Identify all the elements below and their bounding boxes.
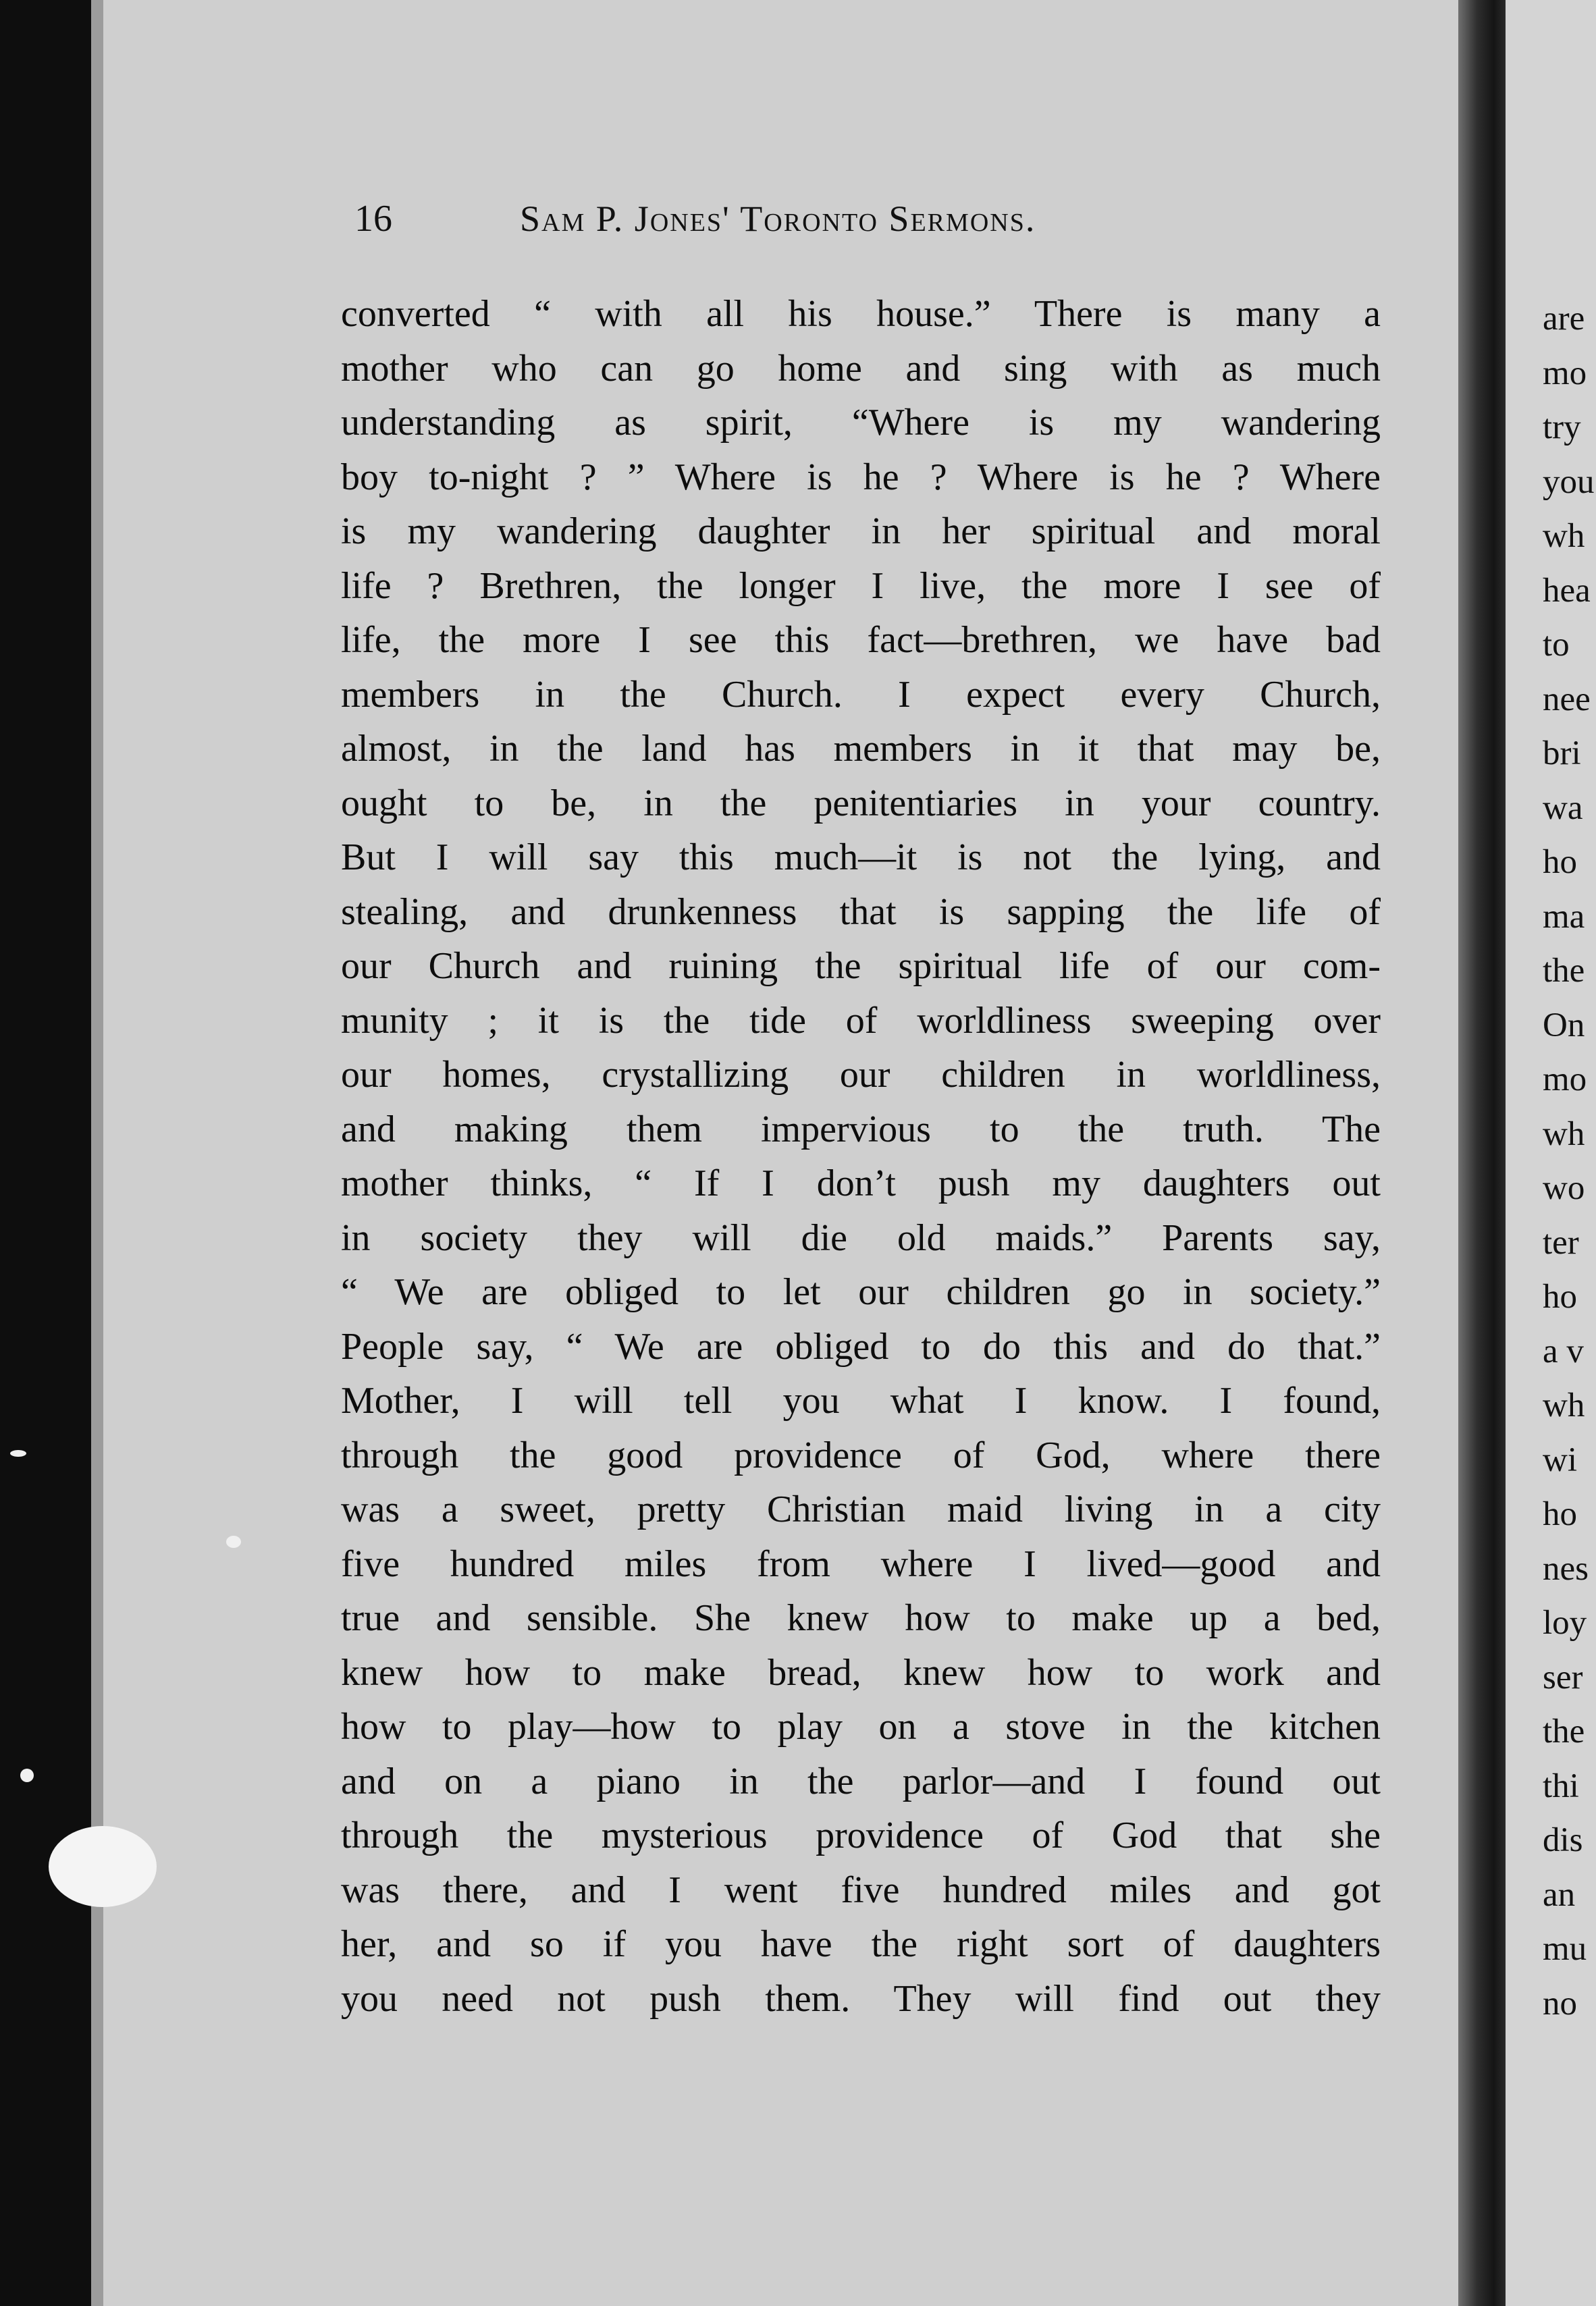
text-line: converted “ with all his house.” There is many a <box>341 293 1381 335</box>
facing-page-fragment: hea <box>1543 571 1591 610</box>
facing-page-fragment: wi <box>1543 1441 1577 1479</box>
text-line: mother who can go home and sing with as much <box>341 347 1381 390</box>
facing-page-fragment: the <box>1543 952 1585 990</box>
print-speck <box>226 1536 241 1548</box>
text-line: and on a piano in the parlor—and I found out <box>341 1760 1381 1802</box>
text-line: was there, and I went five hundred miles and got <box>341 1869 1381 1911</box>
facing-page-fragment: you <box>1543 462 1595 501</box>
text-line: true and sensible. She knew how to make up a bed, <box>341 1597 1381 1639</box>
print-speck <box>20 1769 34 1782</box>
facing-page-fragment: nee <box>1543 680 1591 718</box>
text-line: understanding as spirit, “Where is my wandering <box>341 402 1381 444</box>
text-line: life, the more I see this fact—brethren, we have bad <box>341 619 1381 661</box>
text-line: boy to-night ? ” Where is he ? Where is he ? Where <box>341 456 1381 498</box>
text-line: members in the Church. I expect every Church, <box>341 673 1381 716</box>
facing-page-fragment: wh <box>1543 517 1585 555</box>
facing-page-fragment: mo <box>1543 354 1587 392</box>
print-speck <box>10 1450 26 1457</box>
text-line: People say, “ We are obliged to do this and do that.” <box>341 1325 1381 1368</box>
text-line: five hundred miles from where I lived—good and <box>341 1543 1381 1585</box>
facing-page-fragment: wh <box>1543 1115 1585 1153</box>
body-text <box>341 287 1381 2026</box>
facing-page-fragment: an <box>1543 1875 1576 1914</box>
facing-page-fragment: are <box>1543 300 1585 338</box>
text-line: through the good providence of God, where there <box>341 1434 1381 1476</box>
text-line: how to play—how to play on a stove in the kitchen <box>341 1706 1381 1748</box>
facing-page-fragment: ter <box>1543 1223 1579 1262</box>
facing-page-fragment: ho <box>1543 1495 1577 1533</box>
text-line: knew how to make bread, knew how to work and <box>341 1651 1381 1694</box>
running-head <box>354 194 1391 243</box>
text-line: almost, in the land has members in it that may be, <box>341 728 1381 770</box>
facing-page-fragment: try <box>1543 408 1581 446</box>
text-line: was a sweet, pretty Christian maid living in a city <box>341 1489 1381 1530</box>
text-line: is my wandering daughter in her spiritual and moral <box>341 510 1381 552</box>
text-line: through the mysterious providence of God that she <box>341 1815 1381 1856</box>
facing-page-fragment: a v <box>1543 1332 1584 1370</box>
text-line: ought to be, in the penitentiaries in your country. <box>341 782 1381 824</box>
facing-page-fragment: nes <box>1543 1549 1589 1588</box>
text-line: her, and so if you have the right sort of daughters <box>341 1923 1381 1965</box>
scanner-edge <box>0 0 91 2306</box>
text-line: our Church and ruining the spiritual life of our com- <box>341 945 1381 987</box>
text-line: and making them impervious to the truth. The <box>341 1108 1381 1150</box>
facing-page-fragment: loy <box>1543 1604 1587 1642</box>
facing-page-fragment: wh <box>1543 1387 1585 1424</box>
facing-page-fragment: ma <box>1543 897 1585 936</box>
facing-page-fragment: ho <box>1543 1278 1577 1316</box>
facing-page-fragment: wa <box>1543 788 1583 827</box>
facing-page-fragment: wo <box>1543 1169 1585 1207</box>
facing-page <box>1506 0 1596 2306</box>
text-line: life ? Brethren, the longer I live, the more I see of <box>341 564 1381 607</box>
text-line: “ We are obliged to let our children go in society.” <box>341 1271 1381 1313</box>
page-gutter <box>1458 0 1506 2306</box>
text-line: our homes, crystallizing our children in worldliness, <box>341 1054 1381 1096</box>
facing-page-fragment: thi <box>1543 1767 1579 1805</box>
running-title: Sam P. Jones' Toronto Sermons. <box>520 198 1036 239</box>
text-line: stealing, and drunkenness that is sapping the life of <box>341 890 1381 933</box>
facing-page-fragment: bri <box>1543 734 1581 772</box>
text-line: But I will say this much—it is not the lying, and <box>341 836 1381 878</box>
page-number: 16 <box>354 198 392 240</box>
facing-page-fragment: ser <box>1543 1658 1583 1696</box>
facing-page-fragment: no <box>1543 1984 1577 2022</box>
facing-page-fragment: ho <box>1543 843 1577 881</box>
text-line: in society they will die old maids.” Parents say, <box>341 1216 1381 1259</box>
facing-page-fragment: the <box>1543 1713 1585 1750</box>
facing-page-fragment: to <box>1543 626 1570 664</box>
facing-page-fragment: mo <box>1543 1061 1587 1098</box>
ink-blot <box>49 1826 157 1907</box>
facing-page-fragment: On <box>1543 1006 1585 1044</box>
text-line: munity ; it is the tide of worldliness sweeping over <box>341 999 1381 1042</box>
facing-page-fragment: mu <box>1543 1930 1587 1968</box>
text-line: Mother, I will tell you what I know. I found, <box>341 1380 1381 1422</box>
facing-page-fragment: dis <box>1543 1821 1583 1859</box>
text-line: you need not push them. They will find out they <box>341 1977 1381 2020</box>
text-line: mother thinks, “ If I don’t push my daughters out <box>341 1162 1381 1204</box>
